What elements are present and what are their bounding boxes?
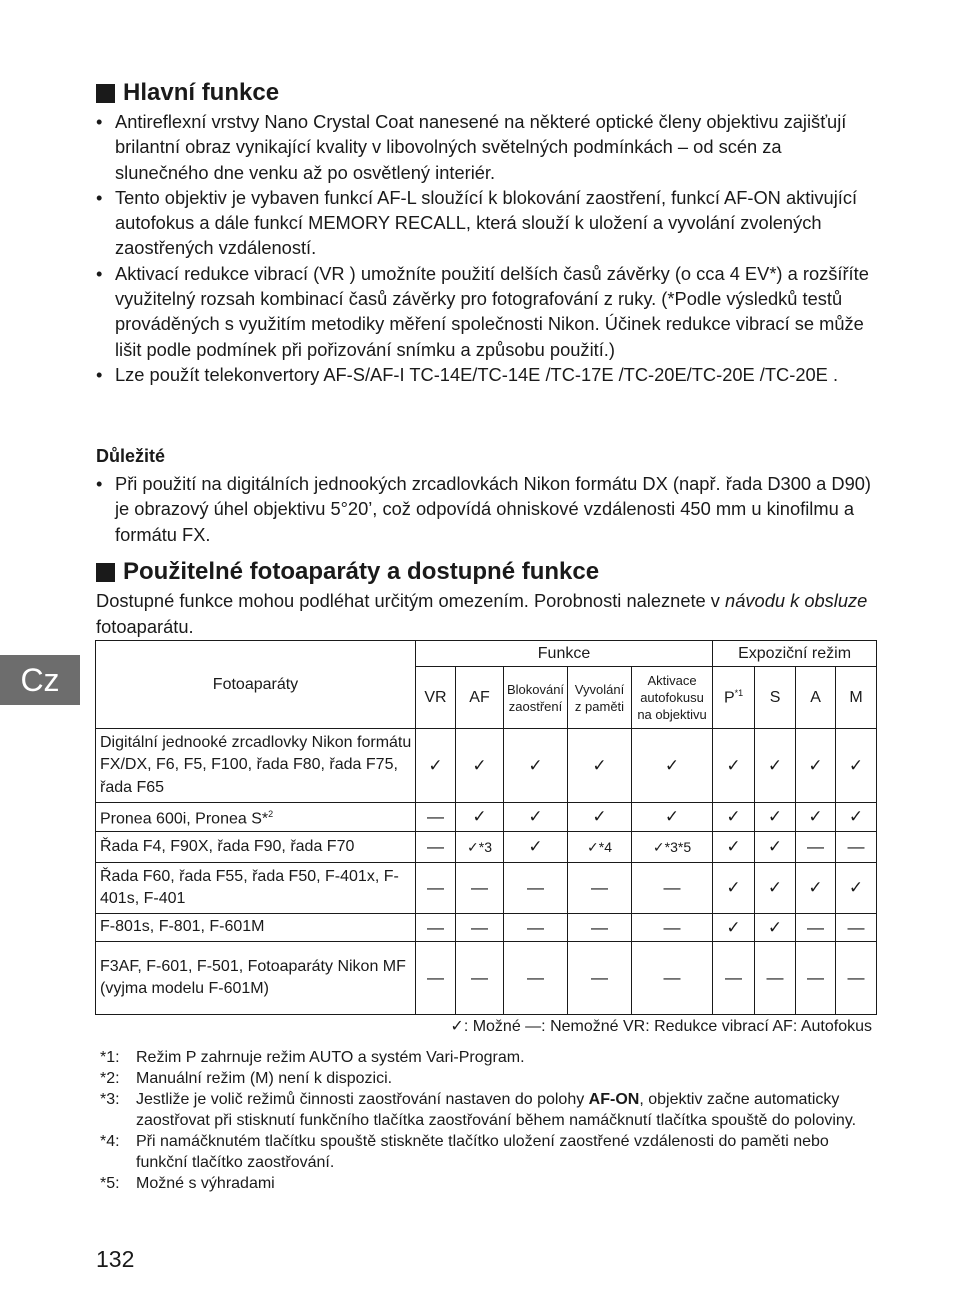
cell: ✓ — [504, 729, 568, 803]
section-heading-compatible-cameras — [96, 558, 599, 586]
cell: — — [796, 914, 836, 942]
camera-name: F3AF, F-601, F-501, Fotoaparáty Nikon MF (vyjma modelu F-601M) — [96, 942, 416, 1015]
cell: ✓ — [796, 863, 836, 914]
cell: ✓ — [755, 914, 796, 942]
cell: — — [416, 914, 456, 942]
cell: — — [836, 942, 877, 1015]
cell: — — [416, 832, 456, 863]
footnote: *1: Režim P zahrnuje režim AUTO a systém Vari-Program. — [100, 1049, 525, 1066]
cell: ✓ — [713, 803, 755, 832]
cell: — — [568, 914, 632, 942]
cell: ✓ — [504, 832, 568, 863]
cell: ✓ — [755, 863, 796, 914]
cell: — — [416, 942, 456, 1015]
table-row — [96, 729, 877, 803]
cell: ✓ — [755, 832, 796, 863]
cell: ✓ — [632, 729, 713, 803]
cell: — — [568, 942, 632, 1015]
footnotes-list — [100, 1047, 875, 1194]
cell: ✓ — [568, 729, 632, 803]
table-legend: ✓: Možné —: Nemožné VR: Redukce vibrací AF: Autofokus — [450, 1018, 872, 1035]
col-vr: VR — [416, 667, 456, 729]
section-heading-text: Hlavní funkce — [123, 79, 280, 106]
cell: ✓ — [755, 803, 796, 832]
list-item: • Při použití na digitálních jednookých zrcadlovkách Nikon formátu DX (např. řada D300 a D90) je obrazový úhel objektivu 5°20’, což odpovídá ohniskové vzdálenosti 450 mm u kinofilmu a formátu FX. — [96, 471, 871, 547]
table-row — [96, 803, 877, 832]
col-p: $P^{*1}$ — [713, 667, 755, 729]
page-number: 132 — [96, 1246, 135, 1272]
cell: — — [796, 832, 836, 863]
square-bullet-icon — [96, 563, 115, 582]
footnote: *4: Při namáčknutém tlačítku spouště stiskněte tlačítko uložení zaostřené vzdálenosti do paměti nebo funkční tlačítko zaostřování. — [100, 1133, 829, 1171]
cell: ✓ — [713, 832, 755, 863]
cell: ✓ — [713, 729, 755, 803]
section-heading-text: Použitelné fotoaparáty a dostupné funkce — [123, 558, 600, 585]
cell: ✓ — [796, 803, 836, 832]
table-row — [96, 832, 877, 863]
cell: — — [416, 863, 456, 914]
camera-name: F-801s, F-801, F-601M — [96, 914, 416, 942]
cell: ✓ — [456, 803, 504, 832]
cell: ✓ — [568, 803, 632, 832]
camera-name: Digitální jednooké zrcadlovky Nikon formátu FX/DX, F6, F5, F100, řada F80, řada F75, řada F65 — [96, 729, 416, 803]
cell: ✓ — [836, 803, 877, 832]
list-item: • Tento objektiv je vybaven funkcí AF-L sloužící k blokování zaostření, funkcí AF-ON aktivující autofokus a dále funkcí MEMORY RECALL, která slouží k uložení a vyvolání zvolených zaostřených vzdáleností. — [96, 185, 871, 261]
cell: — — [456, 942, 504, 1015]
col-a: A — [796, 667, 836, 729]
list-item: • Aktivací redukce vibrací (VR ) umožníte použití delších časů závěrky (o cca 4 EV*) a rozšíříte využitelný rozsah kombinací časů závěrky pro fotografování z ruky. (*Podle výsledků testů prováděných s využitím metodiky měření společnosti Nikon. Účinek redukce vibrací se může lišit podle podmínek při pořizování snímku a způsobu použití.) — [96, 261, 871, 362]
camera-name: Řada F4, F90X, řada F90, řada F70 — [96, 832, 416, 863]
cell: — — [713, 942, 755, 1015]
main-features-list — [96, 109, 871, 387]
table-header-row — [96, 641, 877, 667]
intro-text: Dostupné funkce mohou podléhat určitým omezením. Porobnosti naleznete v — [96, 590, 720, 611]
cell: — — [632, 942, 713, 1015]
cameras-header: Fotoaparáty — [96, 641, 416, 729]
cell: ✓*3 — [456, 832, 504, 863]
cell: — — [416, 803, 456, 832]
col-focus-lock: Blokování zaostření — [504, 667, 568, 729]
cell: ✓ — [504, 803, 568, 832]
important-list — [96, 471, 871, 547]
footnote: *3: Jestliže je volič režimů činnosti zaostřování nastaven do polohy AF-ON, objektiv začne automaticky zaostřovat při stisknutí funkčního tlačítka zaostřování během namáčknutí tlačítka spouště do poloviny. — [100, 1091, 857, 1129]
section-heading-main-features — [96, 79, 279, 107]
cell: — — [504, 942, 568, 1015]
cell: — — [632, 863, 713, 914]
cell: — — [504, 914, 568, 942]
cell: — — [632, 914, 713, 942]
cell: — — [456, 914, 504, 942]
col-af-on: Aktivace autofokusu na objektivu — [632, 667, 713, 729]
col-s: S — [755, 667, 796, 729]
compatibility-table — [95, 640, 877, 1015]
list-item: • Antireflexní vrstvy Nano Crystal Coat nanesené na některé optické členy objektivu zajišťují brilantní obraz vynikající kvality v libovolných světelných podmínkách – od scén za slunečného dne venku až po osvětlený interiér. — [96, 109, 871, 185]
cell: — — [568, 863, 632, 914]
cell: ✓*4 — [568, 832, 632, 863]
cell: ✓*3*5 — [632, 832, 713, 863]
cell: — — [504, 863, 568, 914]
cell: — — [836, 914, 877, 942]
camera-name: Pronea 600i, Pronea S*$^2$ — [96, 803, 416, 832]
language-tab: Cz — [0, 655, 80, 705]
cell: ✓ — [755, 729, 796, 803]
cell: — — [456, 863, 504, 914]
footnote: *2: Manuální režim (M) není k dispozici. — [100, 1070, 393, 1087]
cell: — — [836, 832, 877, 863]
exposure-mode-header: Expoziční režim — [713, 641, 877, 667]
intro-end: fotoaparátu. — [96, 616, 194, 637]
cell: ✓ — [796, 729, 836, 803]
funkce-header: Funkce — [416, 641, 713, 667]
table-row — [96, 863, 877, 914]
camera-name: Řada F60, řada F55, řada F50, F-401x, F-401s, F-401 — [96, 863, 416, 914]
intro-manual-reference: návodu k obsluze — [725, 590, 868, 611]
cell: ✓ — [632, 803, 713, 832]
table-row — [96, 942, 877, 1015]
cell: ✓ — [713, 914, 755, 942]
list-item: • Lze použít telekonvertory AF-S/AF-I TC-14E/TC-14E /TC-17E /TC-20E/TC-20E /TC-20E . — [96, 362, 871, 387]
cell: ✓ — [456, 729, 504, 803]
col-m: M — [836, 667, 877, 729]
cell: — — [796, 942, 836, 1015]
cell: ✓ — [836, 863, 877, 914]
cell: — — [755, 942, 796, 1015]
cell: ✓ — [416, 729, 456, 803]
table-row — [96, 914, 877, 942]
section-intro — [96, 588, 871, 640]
footnote: *5: Možné s výhradami — [100, 1175, 275, 1192]
square-bullet-icon — [96, 84, 115, 103]
cell: ✓ — [713, 863, 755, 914]
col-af: AF — [456, 667, 504, 729]
important-heading: Důležité — [96, 446, 166, 466]
col-memory-recall: Vyvolání z paměti — [568, 667, 632, 729]
cell: ✓ — [836, 729, 877, 803]
